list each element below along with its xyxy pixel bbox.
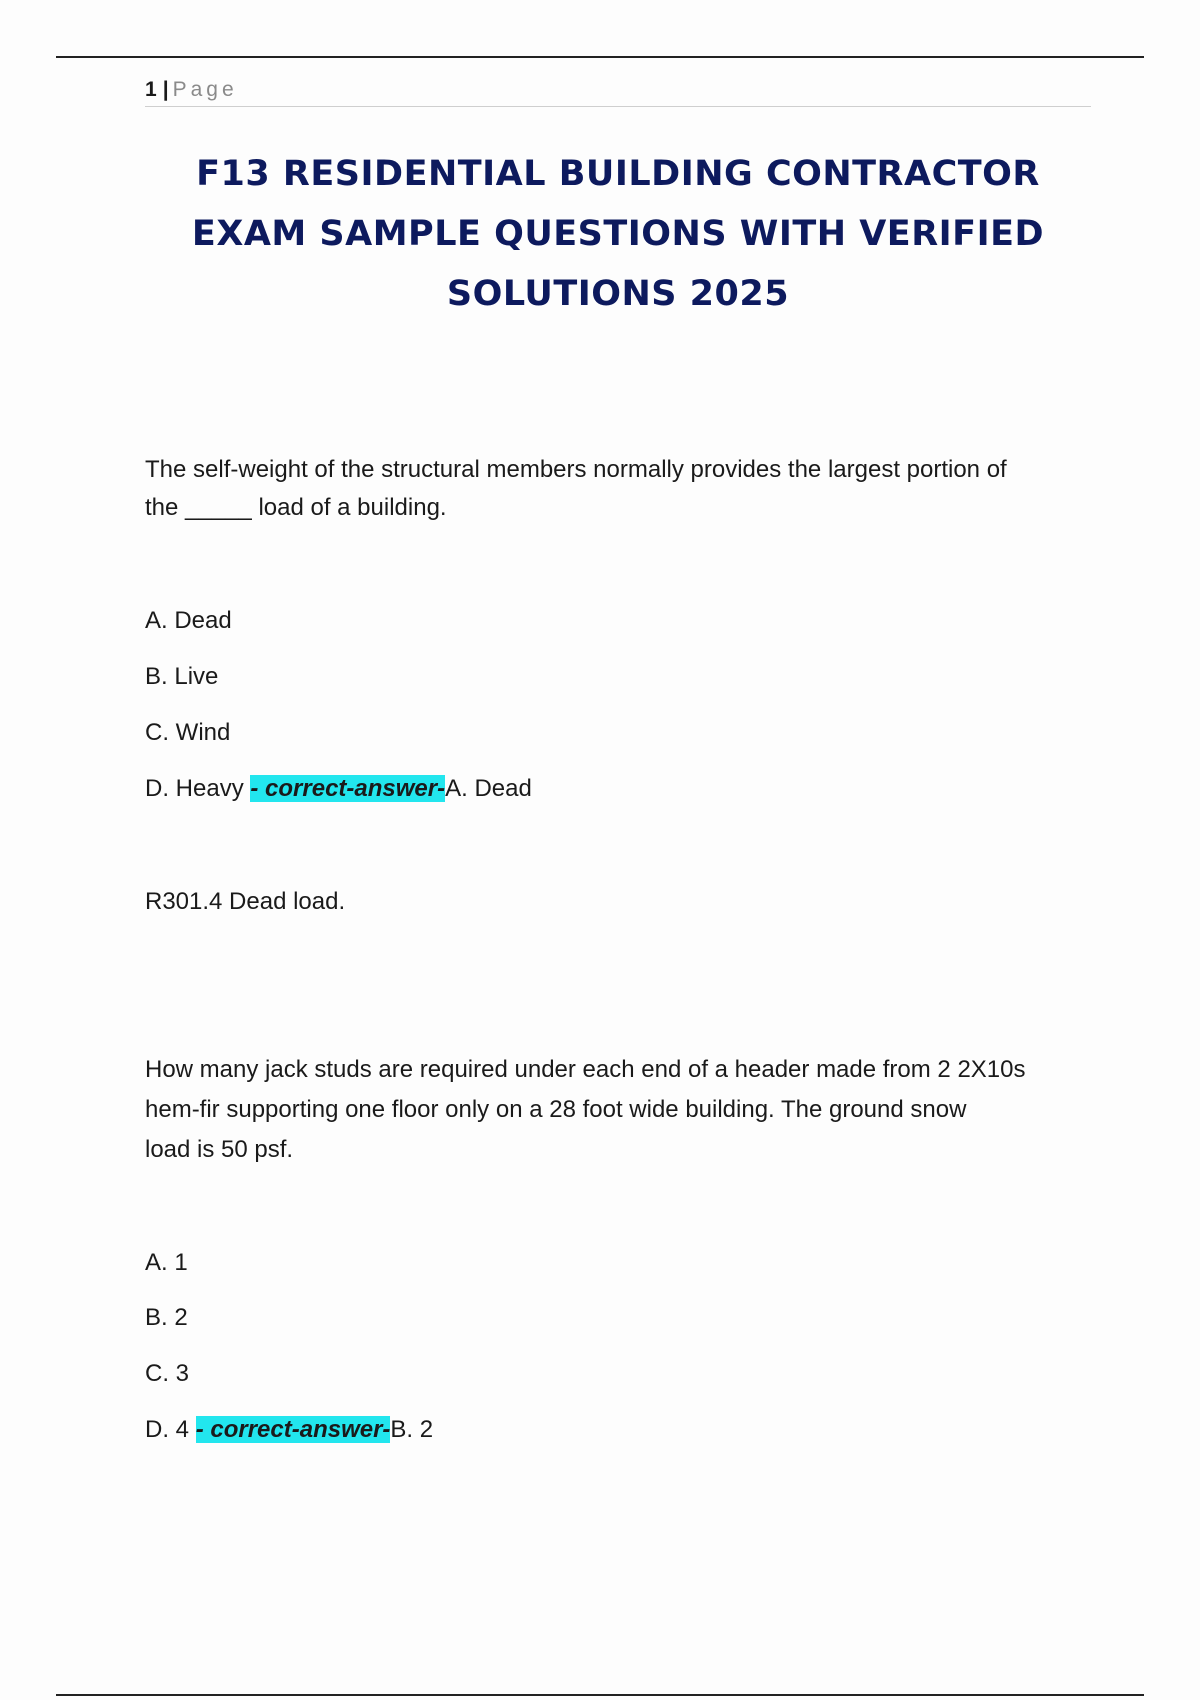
question-1-text-line-2: the _____ load of a building.: [145, 494, 447, 521]
page-label: Page: [172, 78, 238, 101]
page-number: 1: [145, 78, 157, 101]
question-2-option-b: B. 2: [145, 1304, 188, 1331]
document-title: [145, 144, 1091, 324]
question-1-option-d: D. Heavy: [145, 775, 244, 802]
top-rule: [56, 56, 1144, 58]
question-1-option-a: A. Dead: [145, 607, 232, 634]
question-1-reference: R301.4 Dead load.: [145, 888, 346, 915]
question-2-text-line-1: How many jack studs are required under each end of a header made from 2 2X10s: [145, 1056, 1026, 1083]
title-line-2: EXAM SAMPLE QUESTIONS WITH VERIFIED: [191, 214, 1045, 254]
correct-answer-marker: - correct-answer-: [195, 1416, 391, 1443]
question-1-option-d-answer: [145, 773, 532, 805]
title-line-3: SOLUTIONS 2025: [446, 274, 790, 314]
question-1-answer: A. Dead: [445, 775, 532, 802]
question-2-text-line-3: load is 50 psf.: [145, 1136, 294, 1163]
page-header: [145, 76, 1091, 107]
question-1-text-line-1: The self-weight of the structural members normally provides the largest portion of: [145, 456, 1007, 483]
question-1-option-c: C. Wind: [145, 719, 231, 746]
question-2-option-a: A. 1: [145, 1249, 188, 1276]
correct-answer-marker: - correct-answer-: [250, 775, 446, 802]
question-2-option-d: D. 4: [145, 1416, 190, 1443]
question-2-option-d-answer: [145, 1414, 433, 1446]
title-line-1: F13 RESIDENTIAL BUILDING CONTRACTOR: [196, 154, 1040, 194]
question-1-option-b: B. Live: [145, 663, 219, 690]
header-separator: |: [162, 78, 169, 101]
question-2-option-c: C. 3: [145, 1360, 190, 1387]
question-2-answer: B. 2: [390, 1416, 434, 1443]
question-2-text-line-2: hem-fir supporting one floor only on a 28 foot wide building. The ground snow: [145, 1096, 967, 1123]
bottom-rule: [56, 1694, 1144, 1696]
